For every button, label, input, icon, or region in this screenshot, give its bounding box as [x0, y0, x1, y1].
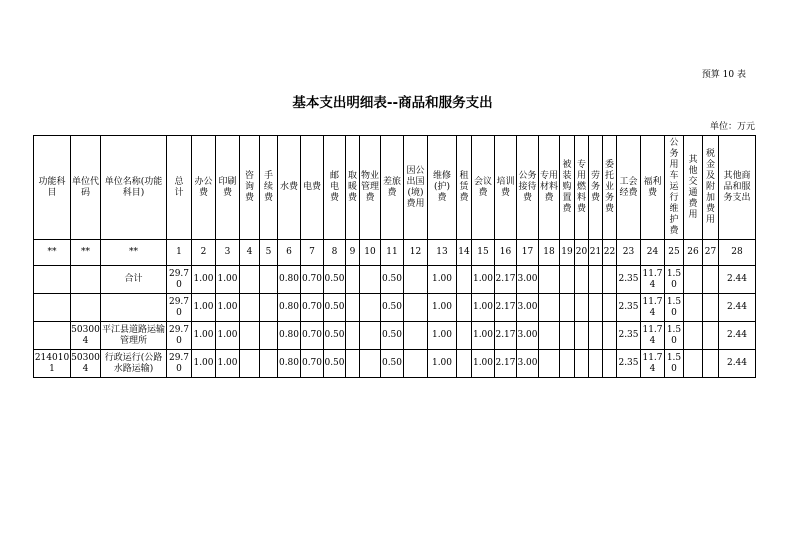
- table-cell: [575, 322, 589, 350]
- column-header: [560, 136, 575, 240]
- table-cell: 2.44: [719, 322, 756, 350]
- column-header: [404, 136, 428, 240]
- column-header: [167, 136, 192, 240]
- table-cell: [684, 322, 703, 350]
- page-title: 基本支出明细表--商品和服务支出: [292, 95, 493, 111]
- table-cell: 2.17: [495, 294, 517, 322]
- table-cell: 2.44: [719, 294, 756, 322]
- column-header: [575, 136, 589, 240]
- table-cell: 0.50: [381, 322, 404, 350]
- column-number: 15: [472, 240, 495, 266]
- table-cell: 0.50: [381, 294, 404, 322]
- column-header: [360, 136, 381, 240]
- table-cell: 0.50: [324, 266, 346, 294]
- table-cell: [101, 294, 167, 322]
- column-number: 16: [495, 240, 517, 266]
- table-cell: [34, 322, 71, 350]
- column-header: [34, 136, 71, 240]
- table-cell: 1.00: [216, 266, 240, 294]
- table-cell: 0.50: [381, 266, 404, 294]
- table-cell: [260, 294, 278, 322]
- table-cell: 0.80: [278, 266, 301, 294]
- column-header: [517, 136, 539, 240]
- table-cell: [457, 294, 472, 322]
- column-number: 21: [589, 240, 603, 266]
- table-cell: [260, 350, 278, 378]
- table-cell: 0.50: [381, 350, 404, 378]
- column-number: 7: [301, 240, 324, 266]
- table-cell: 1.50: [665, 350, 684, 378]
- table-cell: 3.00: [517, 322, 539, 350]
- column-header-label: 单位代码: [71, 176, 99, 198]
- column-number: 23: [617, 240, 641, 266]
- table-cell: 1.00: [428, 294, 457, 322]
- column-header: [617, 136, 641, 240]
- column-number: 6: [278, 240, 301, 266]
- column-number: 14: [457, 240, 472, 266]
- table-cell: [539, 322, 560, 350]
- table-cell: 1.50: [665, 294, 684, 322]
- table-cell: [404, 294, 428, 322]
- table-cell: [539, 350, 560, 378]
- column-header-label: 税金及附加费用: [705, 149, 715, 225]
- table-cell: [603, 266, 617, 294]
- table-cell: [346, 350, 360, 378]
- table-cell: 2.17: [495, 350, 517, 378]
- table-cell: [575, 350, 589, 378]
- table-cell: [360, 322, 381, 350]
- header-row: [34, 136, 756, 240]
- column-header-label: 公务接待费: [518, 171, 537, 203]
- column-header-label: 手续费: [263, 171, 273, 203]
- column-header: [301, 136, 324, 240]
- table-cell: 29.70: [167, 266, 192, 294]
- table-cell: [560, 350, 575, 378]
- table-cell: 2.35: [617, 294, 641, 322]
- column-number-row: [34, 240, 756, 266]
- column-header-label: 咨询费: [244, 171, 254, 203]
- table-cell: 1.50: [665, 322, 684, 350]
- table-cell: 0.50: [324, 350, 346, 378]
- table-cell: [560, 266, 575, 294]
- column-header: [495, 136, 517, 240]
- table-row: [34, 350, 756, 378]
- table-cell: [360, 294, 381, 322]
- table-cell: [703, 294, 719, 322]
- table-cell: 平江县道路运输管理所: [101, 322, 167, 350]
- column-header-label: 福利费: [643, 176, 662, 198]
- column-header-label: 专用燃料费: [576, 160, 586, 214]
- table-cell: [404, 322, 428, 350]
- table-cell: 1.00: [428, 266, 457, 294]
- table-cell: [539, 266, 560, 294]
- table-cell: 11.74: [641, 266, 665, 294]
- table-cell: 11.74: [641, 322, 665, 350]
- table-cell: 0.70: [301, 294, 324, 322]
- column-header-label: 邮电费: [329, 171, 339, 203]
- column-header: [216, 136, 240, 240]
- table-cell: 3.00: [517, 350, 539, 378]
- column-header-label: 水费: [279, 182, 298, 192]
- table-cell: [684, 350, 703, 378]
- column-header-label: 功能科目: [38, 176, 66, 198]
- table-cell: [703, 266, 719, 294]
- table-cell: [684, 266, 703, 294]
- column-number: 28: [719, 240, 756, 266]
- table-cell: 2.44: [719, 266, 756, 294]
- unit-label: 单位：万元: [709, 122, 755, 132]
- table-cell: 0.80: [278, 350, 301, 378]
- table-cell: [346, 322, 360, 350]
- table-cell: [703, 350, 719, 378]
- column-number: 20: [575, 240, 589, 266]
- table-cell: 29.70: [167, 350, 192, 378]
- column-header: [324, 136, 346, 240]
- column-number: 26: [684, 240, 703, 266]
- column-number: 4: [240, 240, 260, 266]
- column-header-label: 劳务费: [590, 171, 600, 203]
- column-number: 12: [404, 240, 428, 266]
- table-cell: 1.00: [472, 266, 495, 294]
- table-cell: 0.70: [301, 350, 324, 378]
- table-cell: [260, 266, 278, 294]
- table-cell: [240, 322, 260, 350]
- column-number: 19: [560, 240, 575, 266]
- table-cell: [240, 266, 260, 294]
- column-header: [381, 136, 404, 240]
- column-number: 8: [324, 240, 346, 266]
- table-cell: 11.74: [641, 294, 665, 322]
- table-cell: [360, 350, 381, 378]
- table-cell: [589, 294, 603, 322]
- column-header: [278, 136, 301, 240]
- column-header-label: 办公费: [194, 176, 213, 198]
- column-header-label: 公务用车运行维护费: [669, 138, 679, 236]
- column-number: 3: [216, 240, 240, 266]
- column-header-label: 专用材料费: [539, 171, 558, 203]
- table-cell: 1.50: [665, 266, 684, 294]
- column-number: 1: [167, 240, 192, 266]
- column-number: 27: [703, 240, 719, 266]
- column-number: 13: [428, 240, 457, 266]
- table-cell: 合计: [101, 266, 167, 294]
- table-cell: [589, 266, 603, 294]
- column-header: [101, 136, 167, 240]
- column-number: 9: [346, 240, 360, 266]
- table-cell: [589, 350, 603, 378]
- column-header-label: 工会经费: [619, 176, 638, 198]
- table-cell: 0.50: [324, 294, 346, 322]
- table-cell: 0.80: [278, 294, 301, 322]
- column-header-label: 其他商品和服务支出: [723, 171, 751, 203]
- table-cell: 2.17: [495, 266, 517, 294]
- column-header: [539, 136, 560, 240]
- column-header-label: 其他交通费用: [688, 154, 698, 220]
- table-cell: 1.00: [192, 322, 216, 350]
- table-cell: [260, 322, 278, 350]
- table-cell: 1.00: [472, 294, 495, 322]
- column-header: [684, 136, 703, 240]
- table-cell: [34, 266, 71, 294]
- table-cell: [34, 294, 71, 322]
- column-header: [192, 136, 216, 240]
- table-cell: 1.00: [192, 266, 216, 294]
- column-header-label: 总计: [174, 176, 184, 198]
- table-cell: 1.00: [192, 294, 216, 322]
- column-number: 18: [539, 240, 560, 266]
- table-cell: [457, 266, 472, 294]
- column-header: [719, 136, 756, 240]
- column-header-label: 被装购置费: [562, 160, 572, 214]
- table-cell: 2.35: [617, 350, 641, 378]
- table-cell: 3.00: [517, 294, 539, 322]
- column-header-label: 电费: [302, 182, 321, 192]
- column-header: [703, 136, 719, 240]
- table-cell: 2.44: [719, 350, 756, 378]
- table-cell: [404, 266, 428, 294]
- column-number: 24: [641, 240, 665, 266]
- table-row: [34, 294, 756, 322]
- table-cell: [603, 322, 617, 350]
- column-number: **: [101, 240, 167, 266]
- table-cell: [404, 350, 428, 378]
- table-cell: 3.00: [517, 266, 539, 294]
- table-cell: 1.00: [472, 322, 495, 350]
- column-header-label: 单位名称(功能科目): [104, 176, 163, 198]
- column-header: [603, 136, 617, 240]
- column-header: [71, 136, 101, 240]
- column-header: [665, 136, 684, 240]
- column-number: **: [34, 240, 71, 266]
- table-cell: 0.50: [324, 322, 346, 350]
- table-cell: 29.70: [167, 322, 192, 350]
- table-cell: [589, 322, 603, 350]
- column-header: [240, 136, 260, 240]
- table-cell: [346, 294, 360, 322]
- table-cell: 1.00: [428, 350, 457, 378]
- table-cell: [560, 294, 575, 322]
- table-cell: [71, 294, 101, 322]
- budget-table: [33, 135, 756, 378]
- table-row: [34, 322, 756, 350]
- table-cell: 行政运行(公路水路运输): [101, 350, 167, 378]
- table-cell: 11.74: [641, 350, 665, 378]
- table-cell: 503004: [71, 350, 101, 378]
- table-cell: 2.35: [617, 322, 641, 350]
- table-cell: [346, 266, 360, 294]
- table-cell: [684, 294, 703, 322]
- table-cell: 29.70: [167, 294, 192, 322]
- table-cell: [457, 322, 472, 350]
- column-header: [428, 136, 457, 240]
- column-header: [472, 136, 495, 240]
- table-cell: 1.00: [216, 350, 240, 378]
- column-header-label: 培训费: [496, 176, 515, 198]
- column-number: **: [71, 240, 101, 266]
- table-cell: 503004: [71, 322, 101, 350]
- table-cell: [360, 266, 381, 294]
- column-number: 22: [603, 240, 617, 266]
- table-cell: [575, 294, 589, 322]
- table-cell: 0.70: [301, 266, 324, 294]
- table-cell: 2140101: [34, 350, 71, 378]
- table-cell: 2.35: [617, 266, 641, 294]
- column-header: [346, 136, 360, 240]
- column-number: 25: [665, 240, 684, 266]
- column-header-label: 委托业务费: [604, 160, 614, 214]
- table-cell: 2.17: [495, 322, 517, 350]
- table-cell: [603, 350, 617, 378]
- column-number: 17: [517, 240, 539, 266]
- table-cell: 0.80: [278, 322, 301, 350]
- table-cell: [560, 322, 575, 350]
- table-cell: 1.00: [472, 350, 495, 378]
- table-number: 预算 10 表: [701, 70, 746, 80]
- table-cell: [575, 266, 589, 294]
- column-number: 11: [381, 240, 404, 266]
- table-cell: [539, 294, 560, 322]
- column-header-label: 取暖费: [347, 171, 357, 203]
- column-header-label: 维修(护)费: [432, 171, 451, 203]
- column-header-label: 印刷费: [218, 176, 237, 198]
- table-cell: [703, 322, 719, 350]
- column-header-label: 差旅费: [382, 176, 401, 198]
- column-number: 5: [260, 240, 278, 266]
- table-cell: [457, 350, 472, 378]
- column-header: [260, 136, 278, 240]
- column-number: 2: [192, 240, 216, 266]
- column-header-label: 租赁费: [459, 171, 469, 203]
- column-header: [589, 136, 603, 240]
- column-header: [457, 136, 472, 240]
- table-cell: 1.00: [216, 294, 240, 322]
- table-cell: 1.00: [428, 322, 457, 350]
- table-cell: [603, 294, 617, 322]
- column-header-label: 因公出国(境)费用: [406, 165, 425, 209]
- table-cell: 1.00: [192, 350, 216, 378]
- table-row: [34, 266, 756, 294]
- column-header-label: 物业管理费: [360, 171, 379, 203]
- table-cell: 0.70: [301, 322, 324, 350]
- table-cell: [240, 350, 260, 378]
- table-cell: [240, 294, 260, 322]
- table-cell: [71, 266, 101, 294]
- column-header: [641, 136, 665, 240]
- column-header-label: 会议费: [473, 176, 492, 198]
- table-cell: 1.00: [216, 322, 240, 350]
- column-number: 10: [360, 240, 381, 266]
